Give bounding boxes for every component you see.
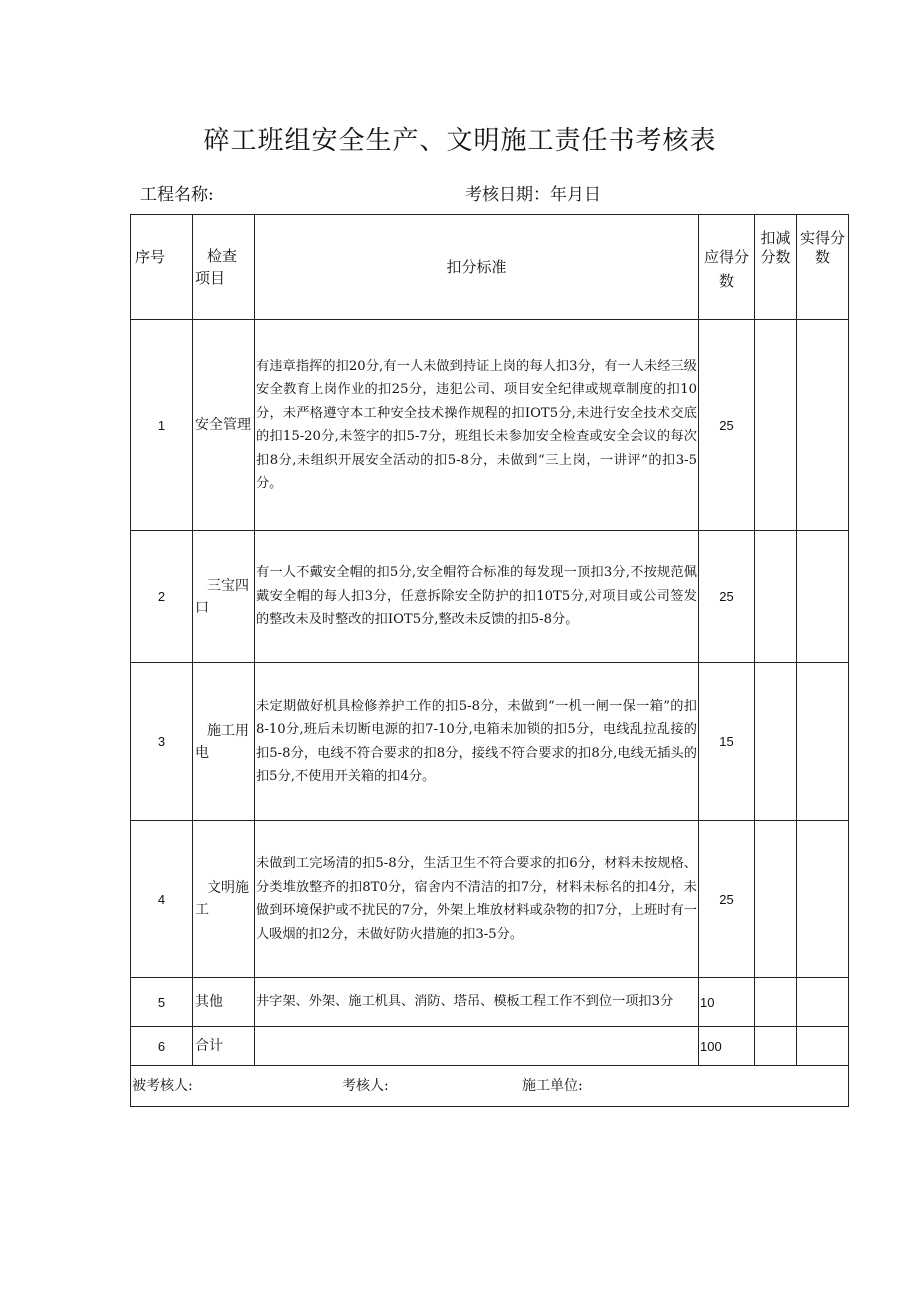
examinee-label: 被考核人: [132, 1077, 193, 1094]
table-row [131, 663, 849, 821]
project-name-label: 工程名称: [140, 185, 214, 205]
row-check-item: 合计 [193, 1027, 255, 1066]
row-deduction-standard: 未定期做好机具检修养护工作的扣5-8分，未做到“一机一闸一保一箱”的扣8-10分,班后未切断电源的扣7-10分,电箱未加锁的扣5分，电线乱拉乱接的扣5-8分，电线不符合要求的扣8分，接线不符合要求的扣8分,电线无插头的扣5分,不使用开关箱的扣4分。 [255, 663, 699, 821]
row-actual-score[interactable] [797, 663, 849, 821]
row-check-item: 文明施工 [193, 821, 255, 978]
row-actual-score[interactable] [797, 320, 849, 531]
table-row [131, 320, 849, 531]
row-seq: 3 [131, 663, 193, 821]
row-full-score: 100 [699, 1027, 755, 1066]
row-full-score: 10 [699, 978, 755, 1027]
row-actual-score[interactable] [797, 978, 849, 1027]
header-check-item-line2: 项目 [195, 269, 226, 287]
row-deducted-score[interactable] [755, 978, 797, 1027]
row-seq: 1 [131, 320, 193, 531]
row-deducted-score[interactable] [755, 531, 797, 663]
row-deduction-standard: 井字架、外架、施工机具、消防、塔吊、模板工程工作不到位一项扣3分 [255, 978, 699, 1027]
row-full-score: 15 [699, 663, 755, 821]
header-deducted-score: 扣减分数 [755, 215, 797, 320]
table-row [131, 821, 849, 978]
row-deducted-score[interactable] [755, 320, 797, 531]
row-actual-score[interactable] [797, 531, 849, 663]
row-deducted-score[interactable] [755, 1027, 797, 1066]
header-check-item-line1: 检查 [207, 247, 238, 265]
examiner-label: 考核人: [342, 1077, 389, 1094]
header-actual-score: 实得分数 [797, 215, 849, 320]
row-actual-score[interactable] [797, 821, 849, 978]
table-header-row [131, 215, 849, 320]
row-seq: 4 [131, 821, 193, 978]
assessment-date-label: 考核日期：年月日 [465, 185, 601, 205]
row-deduction-standard [255, 1027, 699, 1066]
row-full-score: 25 [699, 320, 755, 531]
assessment-table [130, 214, 849, 1107]
row-check-item: 施工用电 [193, 663, 255, 821]
row-full-score: 25 [699, 821, 755, 978]
construction-unit-label: 施工单位: [522, 1077, 583, 1094]
row-deduction-standard: 有违章指挥的扣20分,有一人未做到持证上岗的每人扣3分，有一人未经三级安全教育上岗作业的扣25分，违犯公司、项目安全纪律或规章制度的扣10分，未严格遵守本工种安全技术操作规程的扣IOT5分,未进行安全技术交底的扣15-20分,未签字的扣5-7分，班组长未参加安全检查或安全会议的每次扣8分,未组织开展安全活动的扣5-8分，未做到“三上岗，一讲评”的扣3-5分。 [255, 320, 699, 531]
row-deducted-score[interactable] [755, 821, 797, 978]
header-check-item [193, 215, 255, 320]
row-check-item: 其他 [193, 978, 255, 1027]
row-seq: 6 [131, 1027, 193, 1066]
row-seq: 5 [131, 978, 193, 1027]
row-deducted-score[interactable] [755, 663, 797, 821]
row-deduction-standard: 有一人不戴安全帽的扣5分,安全帽符合标准的每发现一顶扣3分,不按规范佩戴安全帽的每人扣3分，任意拆除安全防护的扣10T5分,对项目或公司签发的整改未及时整改的扣IOT5分,整改未反馈的扣5-8分。 [255, 531, 699, 663]
row-check-item: 三宝四口 [193, 531, 255, 663]
table-row-total [131, 1027, 849, 1066]
signature-row [131, 1066, 849, 1107]
row-seq: 2 [131, 531, 193, 663]
row-deduction-standard: 未做到工完场清的扣5-8分，生活卫生不符合要求的扣6分，材料未按规格、分类堆放整齐的扣8T0分，宿舍内不清洁的扣7分，材料未标名的扣4分，未做到环境保护或不扰民的7分，外架上堆放材料或杂物的扣7分，上班时有一人吸烟的扣2分，未做好防火措施的扣3-5分。 [255, 821, 699, 978]
row-full-score: 25 [699, 531, 755, 663]
header-full-score: 应得分数 [699, 215, 755, 320]
header-deduction-standard: 扣分标准 [255, 215, 699, 320]
row-check-item: 安全管理 [193, 320, 255, 531]
table-row [131, 531, 849, 663]
signature-cell [131, 1066, 849, 1107]
row-actual-score[interactable] [797, 1027, 849, 1066]
header-seq: 序号 [131, 215, 193, 320]
document-title: 碎工班组安全生产、文明施工责任书考核表 [203, 126, 717, 156]
table-row [131, 978, 849, 1027]
